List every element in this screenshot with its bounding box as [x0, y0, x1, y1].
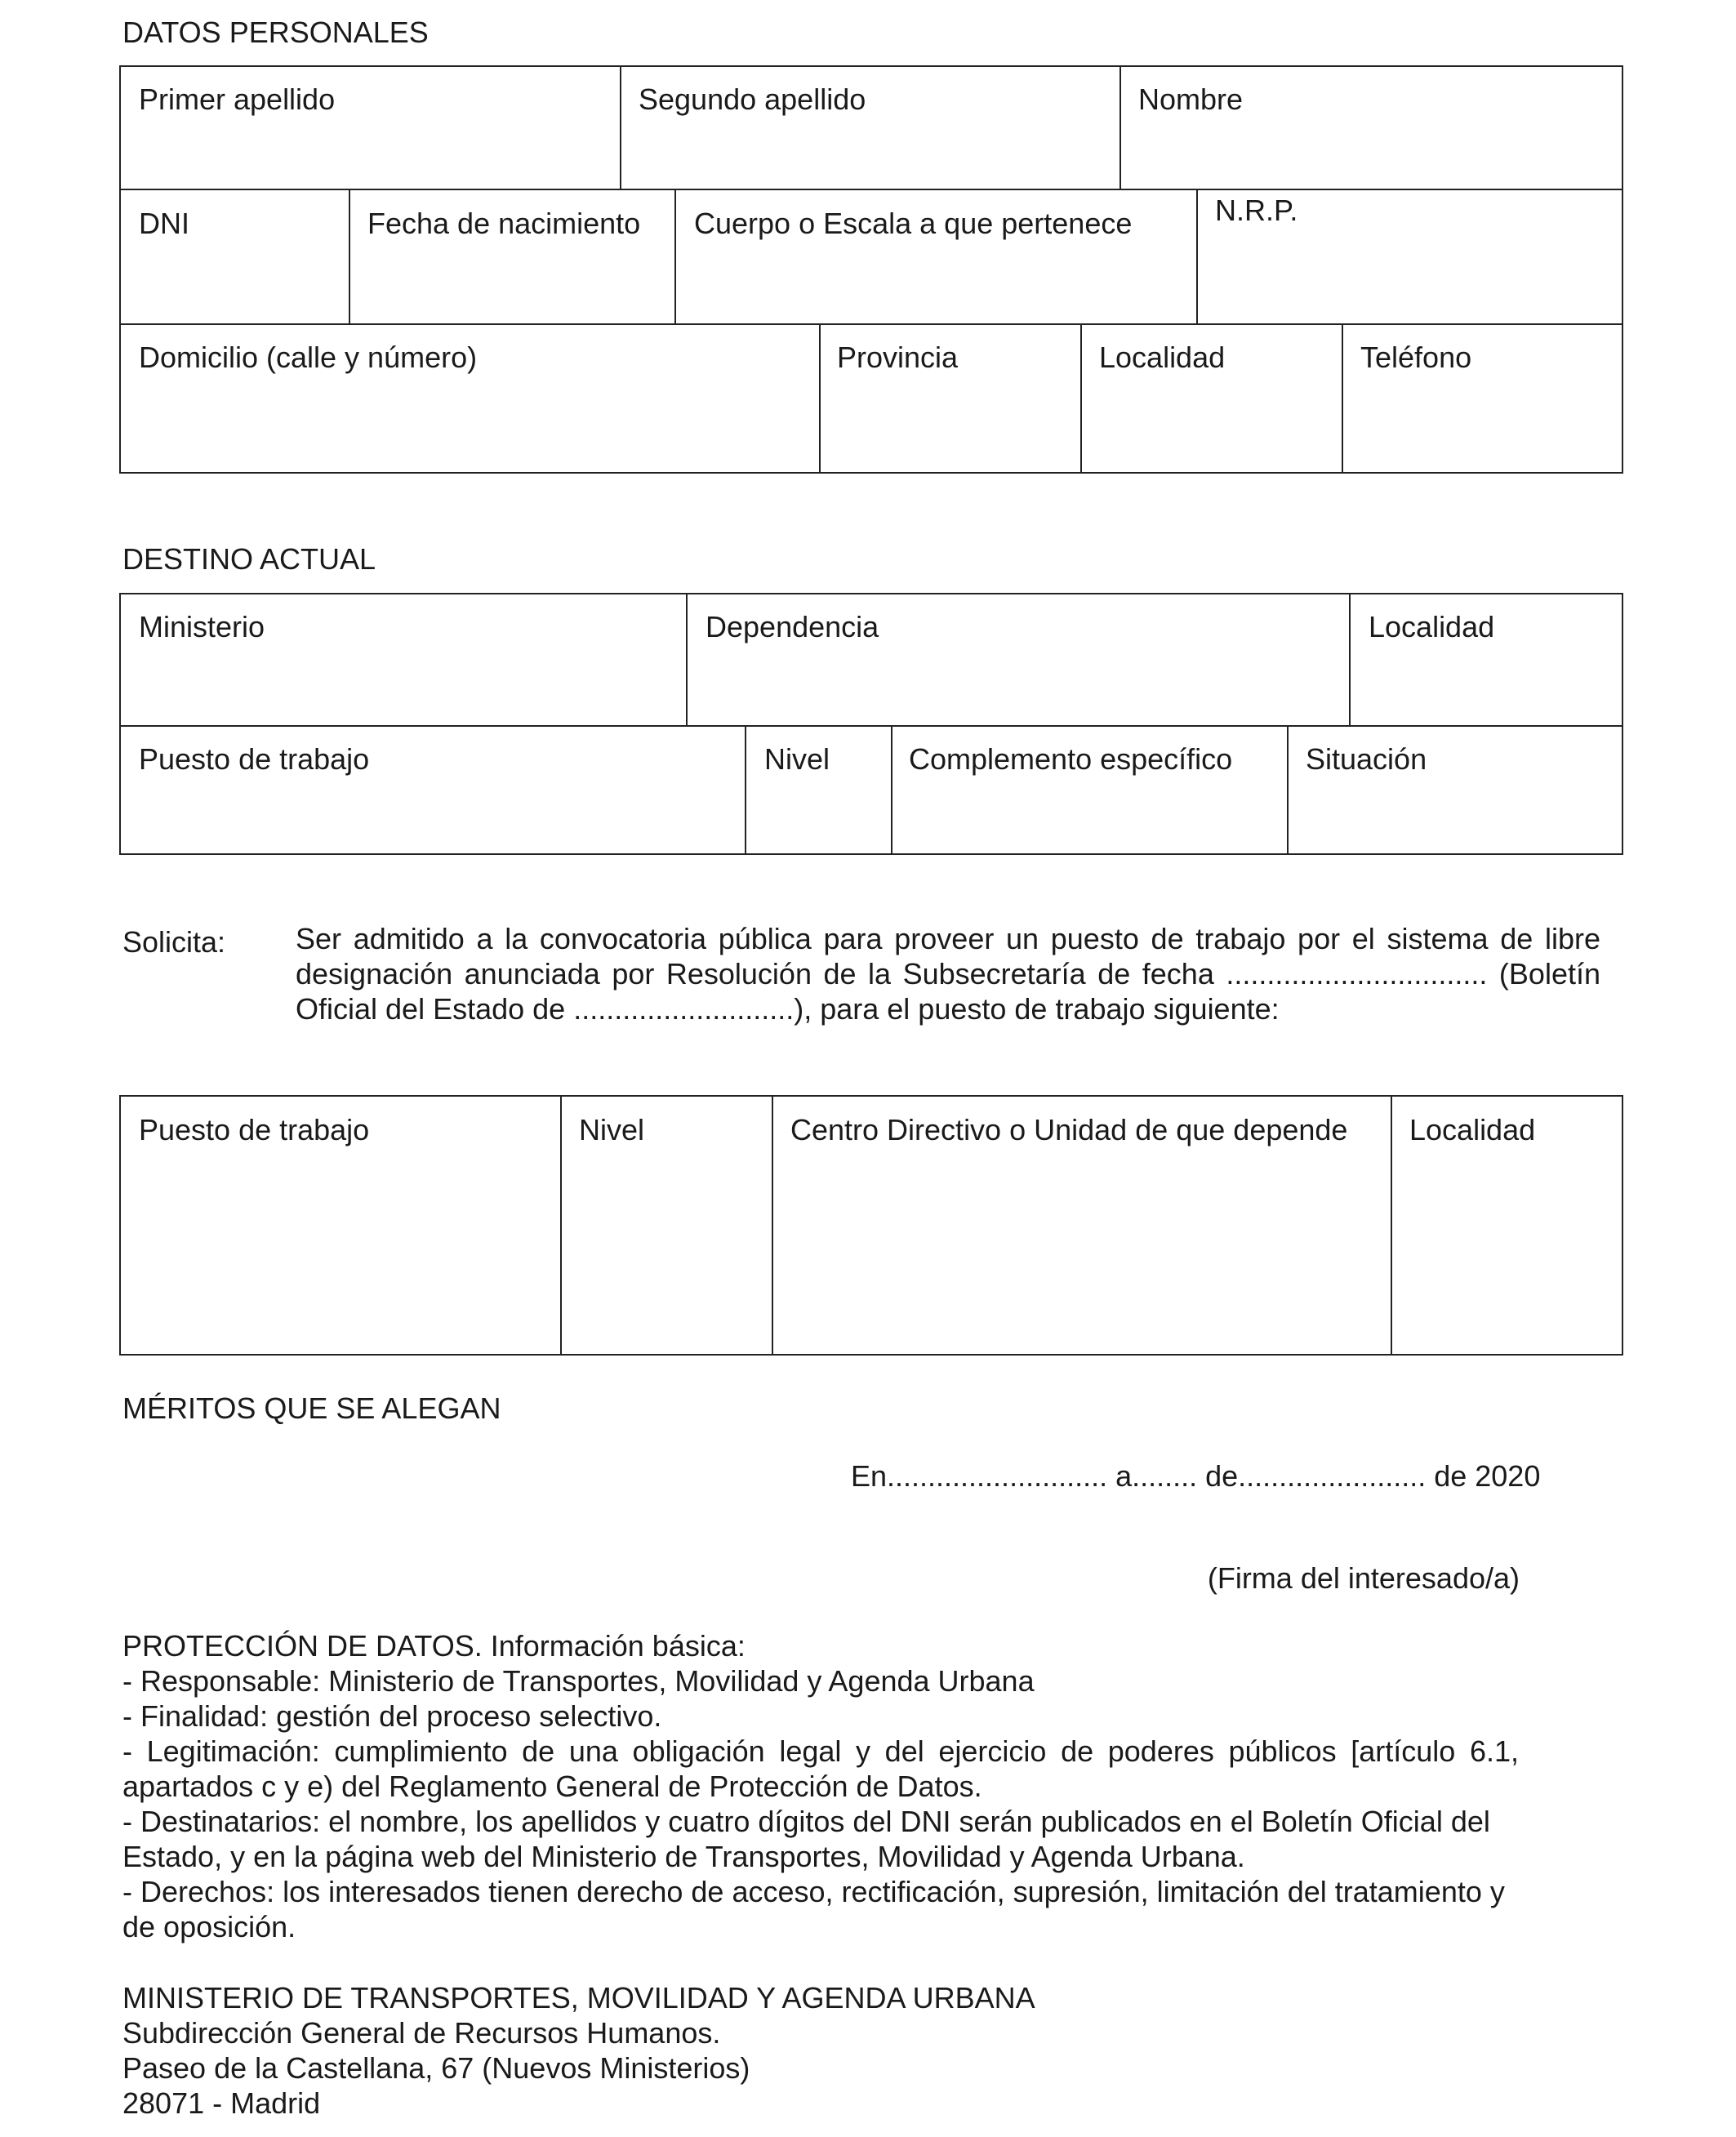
data-protection-item: - Responsable: Ministerio de Transportes, Movilidad y Agenda Urbana: [122, 1664, 1035, 1698]
data-protection-title: PROTECCIÓN DE DATOS. Información básica:: [122, 1629, 746, 1663]
table-border: [119, 65, 1623, 474]
col-divider: [1391, 1095, 1392, 1356]
row-divider: [119, 189, 1623, 190]
data-protection-item: - Legitimación: cumplimiento de una obligación legal y del ejercicio de poderes públicos [artículo 6.1, apartados c y e) del Reglamento General de Protección de Datos.: [122, 1734, 1519, 1803]
field-primer-apellido[interactable]: Primer apellido: [139, 82, 336, 116]
field-fecha-nacimiento[interactable]: Fecha de nacimiento: [367, 207, 641, 240]
col-divider: [349, 189, 350, 324]
field-nivel[interactable]: Nivel: [579, 1113, 645, 1146]
field-situacion[interactable]: Situación: [1306, 742, 1427, 776]
field-complemento-especifico[interactable]: Complemento específico: [909, 742, 1233, 776]
col-divider: [772, 1095, 773, 1356]
field-localidad[interactable]: Localidad: [1099, 341, 1226, 374]
field-nivel[interactable]: Nivel: [764, 742, 830, 776]
col-divider: [1196, 189, 1198, 324]
row-divider: [119, 725, 1623, 727]
section-heading-meritos: MÉRITOS QUE SE ALEGAN: [122, 1391, 501, 1425]
section-heading-datos-personales: DATOS PERSONALES: [122, 16, 429, 49]
date-line: En........................... a........ de....................... de 2020: [851, 1459, 1541, 1493]
data-protection-item: - Derechos: los interesados tienen derecho de acceso, rectificación, supresión, limitación del tratamiento y de oposición.: [122, 1875, 1505, 1943]
col-divider: [686, 593, 688, 726]
col-divider: [1119, 65, 1121, 189]
solicita-text: Ser admitido a la convocatoria pública para proveer un puesto de trabajo por el sistema de libre designación anunciada por Resolución de la Subsecretaría de fecha ................................ (Boletín Oficial del Estado de ...........................), para el puesto de trabajo siguiente:: [296, 922, 1600, 1026]
section-heading-destino-actual: DESTINO ACTUAL: [122, 542, 376, 576]
col-divider: [1349, 593, 1351, 726]
col-divider: [674, 189, 676, 324]
data-protection-item: - Finalidad: gestión del proceso selectivo.: [122, 1699, 662, 1733]
col-divider: [891, 725, 892, 855]
data-protection-block: [122, 1628, 1519, 1944]
field-ministerio[interactable]: Ministerio: [139, 610, 265, 643]
col-divider: [560, 1095, 562, 1356]
solicita-label: Solicita:: [122, 925, 226, 959]
field-localidad[interactable]: Localidad: [1369, 610, 1495, 643]
col-divider: [1080, 323, 1082, 474]
field-nrp[interactable]: N.R.P.: [1215, 194, 1298, 227]
col-divider: [745, 725, 746, 855]
col-divider: [819, 323, 821, 474]
field-dni[interactable]: DNI: [139, 207, 189, 240]
address-line: 28071 - Madrid: [122, 2086, 321, 2120]
field-dependencia[interactable]: Dependencia: [706, 610, 879, 643]
col-divider: [1342, 323, 1343, 474]
address-line: MINISTERIO DE TRANSPORTES, MOVILIDAD Y AGENDA URBANA: [122, 1981, 1035, 2015]
field-puesto-trabajo[interactable]: Puesto de trabajo: [139, 1113, 370, 1146]
field-domicilio[interactable]: Domicilio (calle y número): [139, 341, 478, 374]
address-line: Subdirección General de Recursos Humanos.: [122, 2016, 721, 2050]
row-divider: [119, 323, 1623, 325]
field-puesto-trabajo[interactable]: Puesto de trabajo: [139, 742, 370, 776]
field-localidad[interactable]: Localidad: [1409, 1113, 1536, 1146]
field-centro-directivo[interactable]: Centro Directivo o Unidad de que depende: [790, 1113, 1348, 1146]
field-nombre[interactable]: Nombre: [1138, 82, 1244, 116]
col-divider: [1287, 725, 1289, 855]
address-block: [122, 1980, 1511, 2121]
field-segundo-apellido[interactable]: Segundo apellido: [639, 82, 866, 116]
signature-caption: (Firma del interesado/a): [1207, 1561, 1520, 1595]
field-telefono[interactable]: Teléfono: [1360, 341, 1472, 374]
field-cuerpo-escala[interactable]: Cuerpo o Escala a que pertenece: [694, 207, 1133, 240]
address-line: Paseo de la Castellana, 67 (Nuevos Ministerios): [122, 2051, 750, 2085]
data-protection-item: - Destinatarios: el nombre, los apellidos y cuatro dígitos del DNI serán publicados en el Boletín Oficial del Estado, y en la página web del Ministerio de Transportes, Movilidad y Agenda Urbana.: [122, 1805, 1490, 1873]
field-provincia[interactable]: Provincia: [837, 341, 959, 374]
col-divider: [620, 65, 621, 189]
